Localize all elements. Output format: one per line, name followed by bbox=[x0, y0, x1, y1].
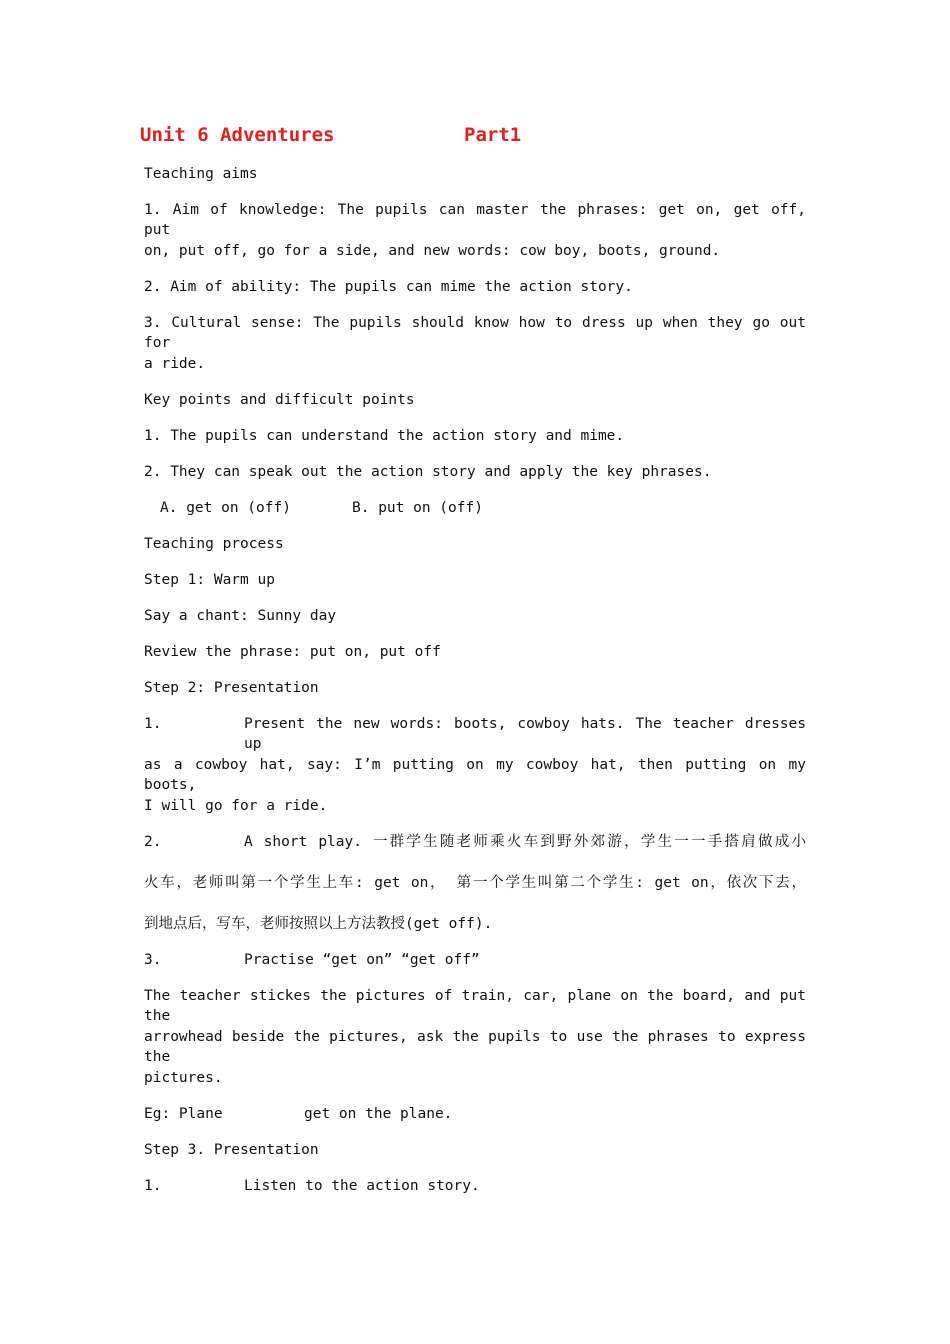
item-3-line-3: arrowhead beside the pictures, ask the pupils to use the phrases to express the bbox=[144, 1029, 806, 1065]
item-1-line-3: I will go for a ride. bbox=[144, 798, 328, 814]
item-3-number: 3. bbox=[144, 952, 162, 968]
aim-1-line-2: on, put off, go for a side, and new words: cow boy, boots, ground. bbox=[144, 243, 721, 259]
key-phrase-a: A. get on (off) bbox=[160, 500, 291, 516]
item-1-line-1: Present the new words: boots, cowboy hats. The teacher dresses up bbox=[244, 716, 806, 752]
key-phrase-b: B. put on (off) bbox=[352, 500, 483, 516]
key-point-1: 1. The pupils can understand the action story and mime. bbox=[144, 428, 625, 444]
document-title bbox=[0, 124, 662, 152]
aim-1-line-1: 1. Aim of knowledge: The pupils can master the phrases: get on, get off, put bbox=[144, 202, 806, 238]
item-2-number: 2. bbox=[144, 834, 162, 850]
item-2-line-3: 到地点后，写车，老师按照以上方法教授(get off). bbox=[144, 916, 493, 932]
key-point-2: 2. They can speak out the action story and apply the key phrases. bbox=[144, 464, 712, 480]
item-1-number: 1. bbox=[144, 716, 162, 732]
item-3-line-4: pictures. bbox=[144, 1070, 223, 1086]
item-2-line-2: 火车，老师叫第一个学生上车: get on， 第一个学生叫第二个学生: get on，依次下去， bbox=[144, 875, 806, 891]
aim-3-line-1: 3. Cultural sense: The pupils should know how to dress up when they go out for bbox=[144, 315, 806, 351]
item-3-line-2: The teacher stickes the pictures of train, car, plane on the board, and put the bbox=[144, 988, 806, 1024]
title-unit: Unit 6 Adventures bbox=[140, 124, 335, 146]
item-2-line-1: A short play. 一群学生随老师乘火车到野外郊游，学生一一手搭肩做成小 bbox=[244, 834, 806, 850]
step-1-heading: Step 1: Warm up bbox=[144, 572, 275, 588]
item-3-line-1: Practise “get on” “get off” bbox=[244, 952, 480, 968]
step-3-item-1-number: 1. bbox=[144, 1178, 162, 1194]
chant-line: Say a chant: Sunny day bbox=[144, 608, 337, 624]
item-1-line-2: as a cowboy hat, say: I’m putting on my cowboy hat, then putting on my boots, bbox=[144, 757, 806, 793]
example-label: Eg: Plane bbox=[144, 1106, 223, 1122]
step-3-item-1-text: Listen to the action story. bbox=[244, 1178, 480, 1194]
process-heading: Teaching process bbox=[144, 536, 284, 552]
aims-heading: Teaching aims bbox=[144, 166, 258, 182]
review-line: Review the phrase: put on, put off bbox=[144, 644, 441, 660]
aim-3-line-2: a ride. bbox=[144, 356, 206, 372]
step-2-heading: Step 2: Presentation bbox=[144, 680, 319, 696]
step-3-heading: Step 3. Presentation bbox=[144, 1142, 319, 1158]
aim-2: 2. Aim of ability: The pupils can mime the action story. bbox=[144, 279, 633, 295]
key-points-heading: Key points and difficult points bbox=[144, 392, 415, 408]
title-part: Part1 bbox=[464, 124, 522, 146]
example-text: get on the plane. bbox=[304, 1106, 453, 1122]
